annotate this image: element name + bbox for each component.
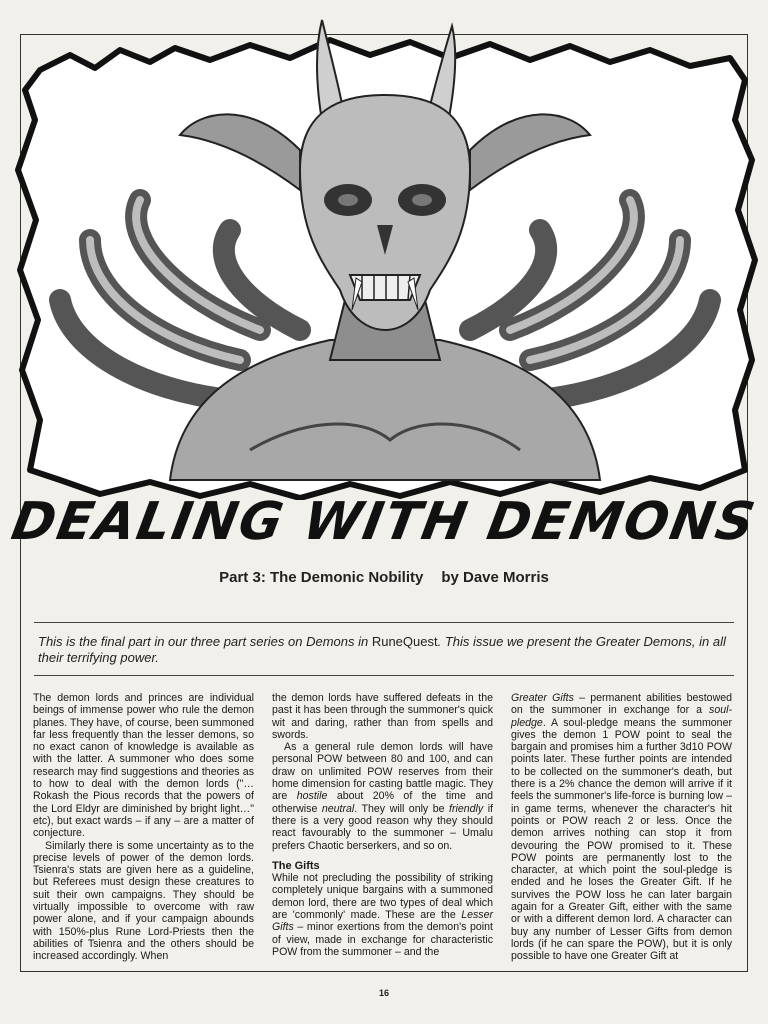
divider-bottom (34, 675, 734, 676)
divider-top (34, 622, 734, 623)
paragraph: The demon lords and princes are individual beings of immense power who rule the demon planes. They have, of course, been summoned far less frequently than the lesser demons, so no exact canon of knowledge is available as with the latter. A summoner who does some research may find suggestions and theories as to how to deal with the demon lords ("… Rokash the Pious records that the powers of the Lord Eldyr are diminished by bright light…" etc), but exact wards – if any – are a matter of conjecture. (33, 692, 254, 840)
column-1 (33, 692, 254, 972)
paragraph: While not precluding the possibility of striking completely unique bargains with a summoned demon lord, there are two types of deal which are 'commonly' made. These are the Lesser Gifts – minor exertions from the demon's point of view, made in exchange for characteristic POW from the summoner – and the (272, 872, 493, 958)
column-2 (272, 692, 493, 972)
article-subtitle (0, 569, 768, 586)
section-heading: The Gifts (272, 859, 320, 872)
paragraph: Greater Gifts – permanent abilities bestowed on the summoner in exchange for a soul-pledge. A soul-pledge means the summoner gives the demon 1 POW point to seal the bargain and promises him a further 3d10 POW points later. These further points are intended to be collected on the summoner's death, but there is a 2% chance the demon will arrive if it feels the summoner's life-force is burning low – in game terms, whenever the character's hit points or POW reach 2 or less. Once the demon arrives nothing can stop it from devouring the POW promised to it. These POW points are permanently lost to the character, at which point the soul-pledge is ended and he loses the Greater Gift. If he survives the POW loss he can later bargain again for a Greater Gift, either with the same or with a different demon lord. A character can buy any number of Lesser Gifts from demon lords (if he can spare the POW), but it is only possible to have one Greater Gift at (511, 692, 732, 963)
paragraph: the demon lords have suffered defeats in the past it has been through the summoner's quick wit and daring, rather than from spells and swords. (272, 692, 493, 741)
column-3 (511, 692, 732, 972)
paragraph: As a general rule demon lords will have personal POW between 80 and 100, and can draw on unlimited POW reserves from their home dimension for casting battle magic. They are hostile about 20% of the time and otherwise neutral. They will only be friendly if there is a very good reason why they should react favourably to the summoner – Umalu prefers Chaotic berserkers, and so on. (272, 741, 494, 852)
article-title: DEALING WITH DEMONS (7, 492, 761, 552)
game-name: RuneQuest (371, 634, 438, 649)
intro-text: This is the final part in our three part series on Demons in RuneQuest. This issue we present the Greater Demons, in all their terrifying power. (38, 634, 726, 665)
page-number: 16 (378, 988, 389, 998)
demon-illustration (0, 0, 768, 500)
body-columns (33, 692, 733, 972)
byline: by Dave Morris (441, 569, 549, 586)
subtitle-text: Part 3: The Demonic Nobility (219, 569, 424, 586)
paragraph: Similarly there is some uncertainty as to the precise levels of power of the demon lords. Tsienra's stats are given here as a guideline, but Referees must design these creatures to suit their own campaigns. They should be virtually impossible to overcome with raw power alone, and if your campaign abounds with 150%-plus Rune Lord-Priests then the abilities of Tsienra and the others should be increased accordingly. When (33, 839, 254, 963)
